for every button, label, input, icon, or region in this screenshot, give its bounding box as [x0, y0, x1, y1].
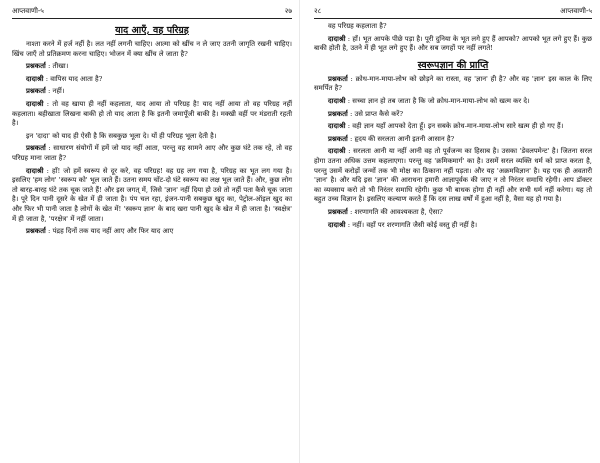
paragraph	[12, 62, 292, 72]
paragraph-text: नाश्ता करने में हर्ज नहीं है। लत नहीं लगनी चाहिए। आत्मा को खींच न ले जाए उतनी जागृति रखनी चाहिए। खिंच जाएँ तो प्रतिक्रमण करना चाहिए। भोजन में क्या खींच ले जाता है?	[12, 40, 292, 58]
paragraph-text: : तीखा।	[45, 62, 69, 71]
paragraph-text: : शरणागति की आवश्यकता है, ऐसा?	[347, 207, 443, 216]
paragraph	[314, 208, 592, 218]
paragraph	[12, 100, 292, 129]
speaker-label: प्रश्नकर्ता	[26, 62, 46, 71]
paragraph-text: : साधारण संयोगों में हमें जो याद नहीं आता, परन्तु वह सामने आए और कुछ घंटे तक रहे, तो वह परिग्रह माना जाता है?	[12, 144, 292, 162]
paragraph	[314, 22, 592, 32]
paragraph-text: : हाँ! जो हमें स्वरूप से दूर करे, वह परिग्रह! वह ग्रह लग गया है, परिग्रह का भूत लग गया है। इसलिए 'हम लोग' 'स्वरूप को' भूल जाते हैं। उतना समय चोंट-दो घंटे स्वरूप का लक्ष भूल जाते हैं। और, कुछ लोग तो बारह-बारह घंटे तक चूक जाते हैं! और इस जगत् में, जिसे 'ज्ञान' नहीं दिया हो उसे तो नहीं पता कैसे चूक जाता है। पूरे दिन पानी दूसरे के खेत में ही जाता है। पंप चल रहा, इंजन-पानी सबकुछ खुद का, पेट्रोल-ऑइल खुद का और फिर भी पानी जाता है लोगों के खेत में! 'स्वरूप ज्ञान' के बाद खरा पानी खुद के खेत में ही जाता है। 'स्वक्षेत्र' में ही जाता है, 'परक्षेत्र' में नहीं जाता।	[12, 166, 292, 223]
speaker-label: दादाश्री	[328, 122, 346, 131]
speaker-label: प्रश्नकर्ता	[26, 87, 46, 96]
paragraph-text: : हृदय की सरलता आनी इतनी आसान है?	[347, 134, 455, 143]
paragraph	[314, 35, 592, 54]
paragraph	[12, 40, 292, 59]
page-number: २७	[284, 7, 292, 15]
paragraph	[12, 167, 292, 225]
paragraph	[314, 97, 592, 107]
paragraph-text: : वापिस याद आता है?	[43, 74, 103, 83]
speaker-label: दादाश्री	[328, 34, 346, 43]
paragraph	[12, 132, 292, 142]
paragraph	[314, 221, 592, 231]
speaker-label: दादाश्री	[26, 74, 44, 83]
running-header	[314, 6, 592, 19]
running-header	[12, 6, 292, 19]
paragraph-text: : सरलता आनी या नहीं आनी वह तो पूर्वजन्म का हिसाब है। उसका 'डेवलपमेन्ट' है। जितना सरल होगा उतना अधिक उत्तम कहलाएगा। परन्तु वह 'क्रमिकमार्ग' का है। उसमें सरल व्यक्ति धर्म को प्राप्त करता है, परन्तु उसमें करोड़ों जन्मों तक भी मोक्ष का ठिकाना नहीं पड़ता। और यह 'अक्रमविज्ञान' है। यह एक ही अवतारी 'ज्ञान' है। और यदि इस 'ज्ञान' की आराधना हमारी आज्ञापूर्वक की जाए न तो निरंतर समाधि रहेगी। आप डॉक्टर का व्यवसाय करो तो भी निरंतर समाधि रहेगी। कुछ भी बाधक होगा ही नहीं और सभी धर्म नहीं करेगा। यह तो बहुत उच्च विज्ञान है। इसलिए कल्याण करते हैं कि दस लाख वर्षों में हुआ नहीं है, वैसा यह हो गया है।	[314, 147, 592, 204]
right-body	[314, 75, 592, 230]
paragraph	[12, 144, 292, 163]
paragraph	[12, 87, 292, 97]
speaker-label: प्रश्नकर्ता	[26, 144, 46, 153]
speaker-label: दादाश्री	[328, 147, 346, 156]
right-body-top	[314, 22, 592, 54]
paragraph-text: वह परिग्रह कहलाता है?	[328, 22, 387, 30]
paragraph-text: : उसे प्राप्त कैसे करें?	[347, 109, 404, 118]
section-title: स्वरूपज्ञान की प्राप्ति	[417, 59, 489, 71]
paragraph	[12, 75, 292, 85]
paragraph	[12, 227, 292, 237]
speaker-label: प्रश्नकर्ता	[328, 207, 348, 216]
paragraph	[314, 122, 592, 132]
header-title: आप्तवाणी-५	[12, 7, 44, 15]
paragraph-text: : सच्चा ज्ञान हो तब जाता है कि जो क्रोध-मान-माया-लोभ को खत्म कर दे।	[345, 96, 530, 105]
paragraph-text: : तो वह खाया ही नहीं कहलाता, याद आया तो परिग्रह है! याद नहीं आया तो वह परिग्रह नहीं कहलाता। बहीखाता लिखना बाकी हो तो याद आता है कि इतनी जमापूँजी बाकी है। मक्खी वहीं पर मंडराती रहती है।	[12, 99, 292, 128]
paragraph	[314, 147, 592, 205]
paragraph-text: : वही ज्ञान यहाँ आपको देता हूँ। इन सबके क्रोध-मान-माया-लोभ सारे खत्म ही हो गए हैं।	[345, 122, 564, 131]
speaker-label: दादाश्री	[26, 99, 44, 108]
paragraph-text: : नहीं। वहाँ पर शरणागति जैसी कोई वस्तु ही नहीं है।	[345, 220, 478, 229]
speaker-label: प्रश्नकर्ता	[328, 109, 348, 118]
paragraph-text: इन 'दादा' को याद ही ऐसी है कि सबकुछ भूला दे। यों ही परिग्रह भूला देती है।	[26, 131, 217, 140]
header-title: आप्तवाणी-५	[560, 7, 592, 15]
paragraph-text: : हाँ। भूत आपके पीछे पड़ा है। पूरी दुनिया के भूत लगे हुए हैं आपको? आपको भूत लगे हुए हैं। कुछ बाकी होती है, उतने में ही भूत लगे हुए हैं। और सब जगहों पर नहीं लगते!	[314, 34, 592, 53]
page-number: २८	[314, 7, 322, 15]
speaker-label: प्रश्नकर्ता	[328, 134, 348, 143]
left-body	[12, 40, 292, 237]
paragraph-text: : पंद्रह दिनों तक याद नहीं आए और फिर याद आए	[45, 227, 174, 236]
speaker-label: प्रश्नकर्ता	[328, 74, 348, 83]
paragraph	[314, 75, 592, 94]
paragraph-text: : क्रोध-मान-माया-लोभ को छोड़ने का रास्ता, वह 'ज्ञान' ही है? और वह 'ज्ञान' इस काल के लिए समर्पित है?	[314, 74, 592, 93]
speaker-label: दादाश्री	[328, 220, 346, 229]
speaker-label: दादाश्री	[328, 96, 346, 105]
section-title: याद आएँ, वह परिग्रह	[115, 25, 189, 36]
paragraph-text: : नहीं।	[45, 87, 65, 96]
speaker-label: प्रश्नकर्ता	[26, 227, 46, 236]
right-page	[300, 0, 600, 463]
speaker-label: दादाश्री	[26, 166, 44, 175]
paragraph	[314, 110, 592, 120]
paragraph	[314, 135, 592, 145]
